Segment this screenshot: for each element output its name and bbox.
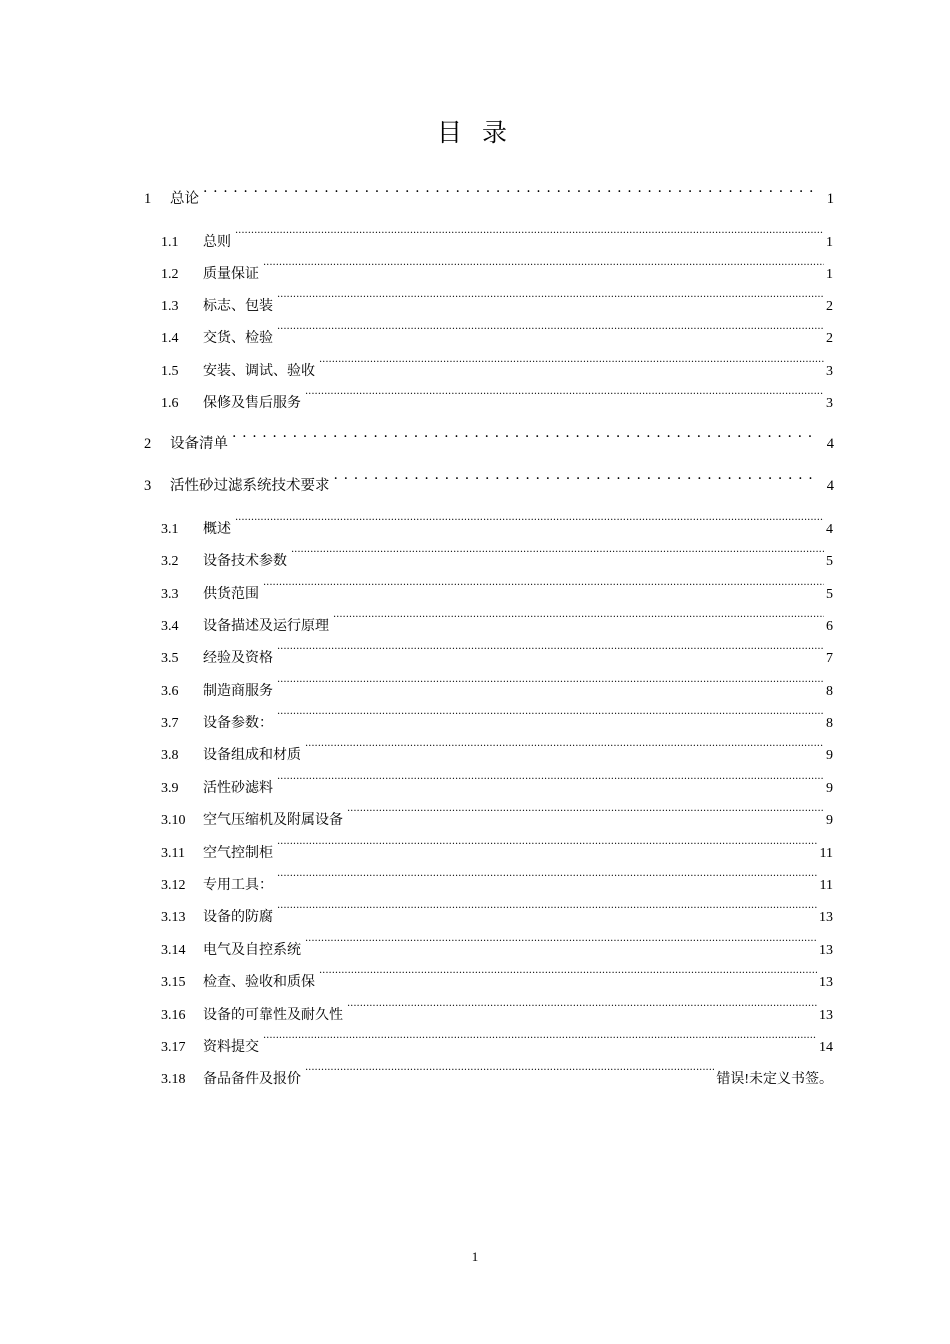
toc-entry-page: 3 [826, 396, 833, 411]
toc-entry-page: 5 [826, 554, 833, 569]
toc-entry-number: 3.7 [161, 716, 179, 731]
toc-entry-label: 空气控制柜 [203, 845, 273, 861]
toc-entry-label: 设备描述及运行原理 [203, 618, 329, 634]
toc-entry-number: 1.2 [161, 267, 179, 282]
toc-entry-page: 3 [826, 364, 833, 379]
toc-entry-label: 设备清单 [170, 436, 228, 452]
toc-entry-label: 空气压缩机及附属设备 [203, 812, 343, 828]
toc-entry[interactable] [161, 608, 833, 634]
toc-entry[interactable] [161, 802, 833, 828]
dot-leader [277, 705, 824, 727]
toc-entry[interactable] [161, 511, 833, 537]
dot-leader [347, 802, 824, 824]
toc-entry[interactable] [144, 468, 834, 494]
toc-entry-label: 资料提交 [203, 1039, 259, 1055]
dot-leader [291, 543, 824, 565]
toc-entry-label: 设备参数： [203, 715, 273, 731]
toc-entry-number: 3.16 [161, 1008, 186, 1023]
dot-leader [305, 737, 824, 759]
toc-entry[interactable] [161, 224, 833, 250]
toc-entry-page: 9 [826, 748, 833, 763]
toc-entry-number: 3.4 [161, 619, 179, 634]
toc-entry-page: 9 [826, 813, 833, 828]
toc-entry[interactable] [161, 867, 833, 893]
dot-leader [277, 673, 824, 695]
page-title: 目 录 [437, 118, 513, 147]
dot-leader [235, 224, 824, 246]
dot-leader [305, 1061, 714, 1083]
dot-leader [263, 576, 824, 598]
dot-leader [305, 385, 824, 407]
toc-entry-number: 1.1 [161, 235, 179, 250]
toc-entry-label: 设备的防腐 [203, 909, 273, 925]
toc-entry-label: 质量保证 [203, 266, 259, 282]
toc-entry-page: 4 [826, 478, 834, 494]
toc-entry-page: 8 [826, 716, 833, 731]
toc-entry-number: 2 [144, 436, 152, 452]
toc-entry-page: 13 [819, 943, 833, 958]
toc-entry[interactable] [161, 543, 833, 569]
toc-entry[interactable] [144, 181, 834, 207]
toc-entry-number: 3.11 [161, 846, 185, 861]
dot-leader [319, 964, 817, 986]
toc-entry-page: 1 [826, 267, 833, 282]
toc-entry-page: 8 [826, 684, 833, 699]
toc-entry-page: 13 [819, 975, 833, 990]
toc-entry-label: 检查、验收和质保 [203, 974, 315, 990]
toc-entry[interactable] [161, 1061, 833, 1087]
toc-entry-number: 3.2 [161, 554, 179, 569]
toc-entry[interactable] [161, 385, 833, 411]
toc-entry[interactable] [144, 426, 834, 452]
toc-entry-number: 3.8 [161, 748, 179, 763]
dot-leader [235, 511, 824, 533]
toc-entry-label: 标志、包装 [203, 298, 273, 314]
toc-entry-page: 11 [819, 846, 833, 861]
toc-entry-label: 总论 [170, 191, 199, 207]
toc-entry-number: 3.5 [161, 651, 179, 666]
dot-leader [232, 426, 819, 448]
dot-leader [263, 256, 824, 278]
toc-entry-page: 7 [826, 651, 833, 666]
toc-entry-number: 3.17 [161, 1040, 186, 1055]
dot-leader [277, 770, 824, 792]
toc-entry-label: 安装、调试、验收 [203, 363, 315, 379]
toc-entry-number: 3.6 [161, 684, 179, 699]
toc-entry-page: 5 [826, 587, 833, 602]
toc-entry-label: 备品备件及报价 [203, 1071, 301, 1087]
toc-entry-number: 1.6 [161, 396, 179, 411]
toc-entry[interactable] [161, 1029, 833, 1055]
toc-entry[interactable] [161, 320, 833, 346]
toc-entry[interactable] [161, 353, 833, 379]
toc-entry-page: 14 [819, 1040, 833, 1055]
dot-leader [305, 932, 817, 954]
toc-entry-number: 1.4 [161, 331, 179, 346]
toc-entry[interactable] [161, 835, 833, 861]
dot-leader [277, 899, 817, 921]
dot-leader [334, 468, 819, 490]
toc-entry[interactable] [161, 640, 833, 666]
toc-entry[interactable] [161, 705, 833, 731]
dot-leader [333, 608, 824, 630]
dot-leader [203, 181, 819, 203]
toc-entry-number: 1 [144, 191, 152, 207]
toc-entry-label: 经验及资格 [203, 650, 273, 666]
toc-entry-label: 概述 [203, 521, 231, 537]
toc-entry[interactable] [161, 770, 833, 796]
toc-entry-number: 3.9 [161, 781, 179, 796]
toc-entry-page: 13 [819, 1008, 833, 1023]
dot-leader [277, 835, 818, 857]
toc-entry-page: 1 [826, 235, 833, 250]
toc-entry-label: 活性砂过滤系统技术要求 [170, 478, 330, 494]
toc-entry-page: 4 [826, 522, 833, 537]
toc-entry[interactable] [161, 576, 833, 602]
toc-entry-label: 设备的可靠性及耐久性 [203, 1007, 343, 1023]
toc-entry-label: 设备组成和材质 [203, 747, 301, 763]
toc-entry-number: 3.18 [161, 1072, 186, 1087]
toc-entry-number: 3.10 [161, 813, 186, 828]
toc-entry[interactable] [161, 737, 833, 763]
page-number: 1 [471, 1249, 479, 1264]
dot-leader [319, 353, 824, 375]
toc-entry-number: 3 [144, 478, 152, 494]
toc-entry-page: 11 [819, 878, 833, 893]
toc-entry[interactable] [161, 673, 833, 699]
toc-entry-number: 3.12 [161, 878, 186, 893]
toc-entry-label: 设备技术参数 [203, 553, 287, 569]
dot-leader [347, 997, 817, 1019]
toc-entry-page: 2 [826, 331, 833, 346]
dot-leader [277, 288, 824, 310]
toc-entry-number: 3.3 [161, 587, 179, 602]
toc-entry-number: 1.5 [161, 364, 179, 379]
toc-entry-label: 活性砂滤料 [203, 780, 273, 796]
toc-entry[interactable] [161, 899, 833, 925]
toc-entry-page: 错误!未定义书签。 [716, 1072, 833, 1087]
toc-entry-number: 1.3 [161, 299, 179, 314]
toc-entry-label: 供货范围 [203, 586, 259, 602]
toc-entry-page: 2 [826, 299, 833, 314]
toc-entry-page: 1 [826, 191, 834, 207]
toc-entry[interactable] [161, 997, 833, 1023]
toc-entry-label: 电气及自控系统 [203, 942, 301, 958]
toc-entry-label: 交货、检验 [203, 330, 273, 346]
toc-entry[interactable] [161, 288, 833, 314]
toc-entry-page: 9 [826, 781, 833, 796]
toc-entry[interactable] [161, 932, 833, 958]
toc-entry[interactable] [161, 964, 833, 990]
toc-entry-page: 13 [819, 910, 833, 925]
toc-entry-page: 6 [826, 619, 833, 634]
dot-leader [263, 1029, 817, 1051]
toc-entry[interactable] [161, 256, 833, 282]
toc-entry-number: 3.1 [161, 522, 179, 537]
toc-entry-number: 3.13 [161, 910, 186, 925]
dot-leader [277, 640, 824, 662]
toc-entry-label: 总则 [203, 234, 231, 250]
toc-entry-label: 保修及售后服务 [203, 395, 301, 411]
toc-entry-page: 4 [826, 436, 834, 452]
dot-leader [277, 867, 818, 889]
toc-entry-number: 3.14 [161, 943, 186, 958]
dot-leader [277, 320, 824, 342]
toc-entry-label: 专用工具： [203, 877, 273, 893]
toc-entry-label: 制造商服务 [203, 683, 273, 699]
toc-entry-number: 3.15 [161, 975, 186, 990]
